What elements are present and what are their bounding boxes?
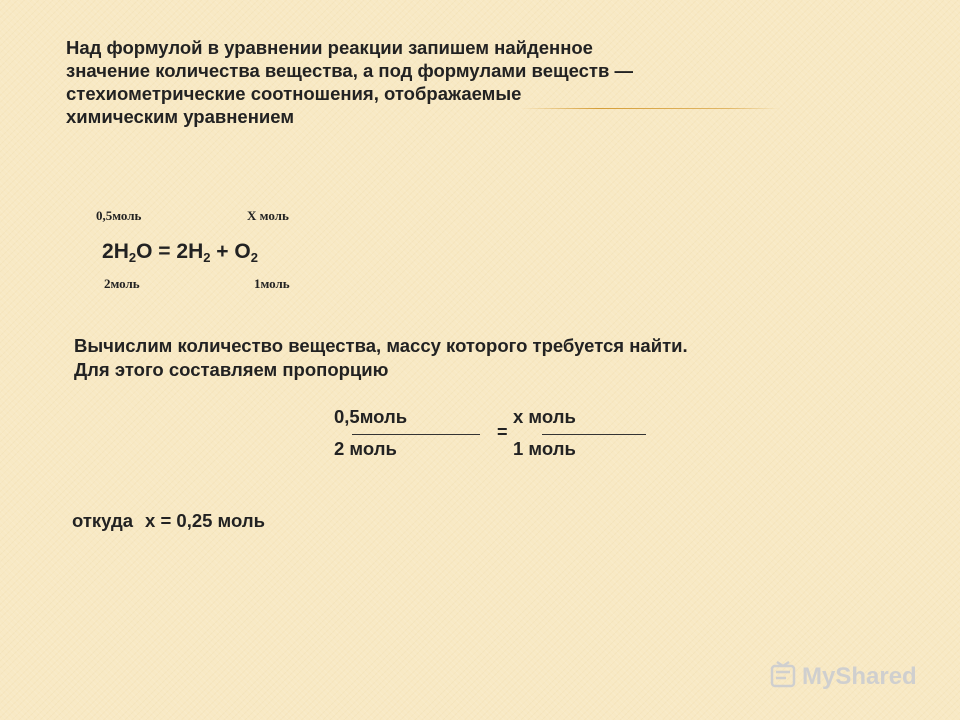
equals-sign: = [497,422,508,442]
chemical-equation [102,240,258,264]
result-line [72,510,265,532]
decorative-underline [520,108,780,109]
ratio-below-hydrogen: 1моль [254,276,290,291]
element-h-water: H [113,240,129,263]
right-numerator: х моль [513,406,576,427]
myshared-logo [766,656,926,696]
amount-above-hydrogen: Х моль [247,208,289,223]
intro-paragraph [66,36,786,128]
intro-line-2: значение количества вещества, а под формулами веществ — [66,60,633,81]
right-fraction-bar [542,434,646,435]
subscript-h-water: 2 [128,250,137,265]
left-denominator: 2 моль [334,438,397,459]
ratio-below-water: 2моль [104,276,140,291]
logo-text: MyShared [802,663,917,690]
right-denominator: 1 моль [513,438,576,459]
logo-icon [772,662,794,686]
element-o-equals: O = [136,240,177,263]
coefficient-water: 2 [102,240,114,263]
subscript-hydrogen: 2 [203,250,211,265]
calc-line-1: Вычислим количество вещества, массу которого требуется найти. [74,335,688,356]
intro-line-4: химическим уравнением [66,106,294,127]
left-fraction-bar [352,434,480,435]
subscript-oxygen: 2 [250,250,258,265]
amount-above-water: 0,5моль [96,208,142,223]
intro-line-3: стехиометрические соотношения, отображаемые [66,83,522,104]
plus-oxygen: + O [210,240,251,263]
calculation-paragraph [74,334,834,382]
result-expression: х = 0,25 моль [145,510,265,531]
result-prefix: откуда [72,510,134,531]
element-h-hydrogen: H [188,240,204,263]
calc-line-2: Для этого составляем пропорцию [74,359,389,380]
left-numerator: 0,5моль [334,406,408,427]
coefficient-hydrogen: 2 [176,240,189,263]
intro-line-1: Над формулой в уравнении реакции запишем найденное [66,37,593,58]
